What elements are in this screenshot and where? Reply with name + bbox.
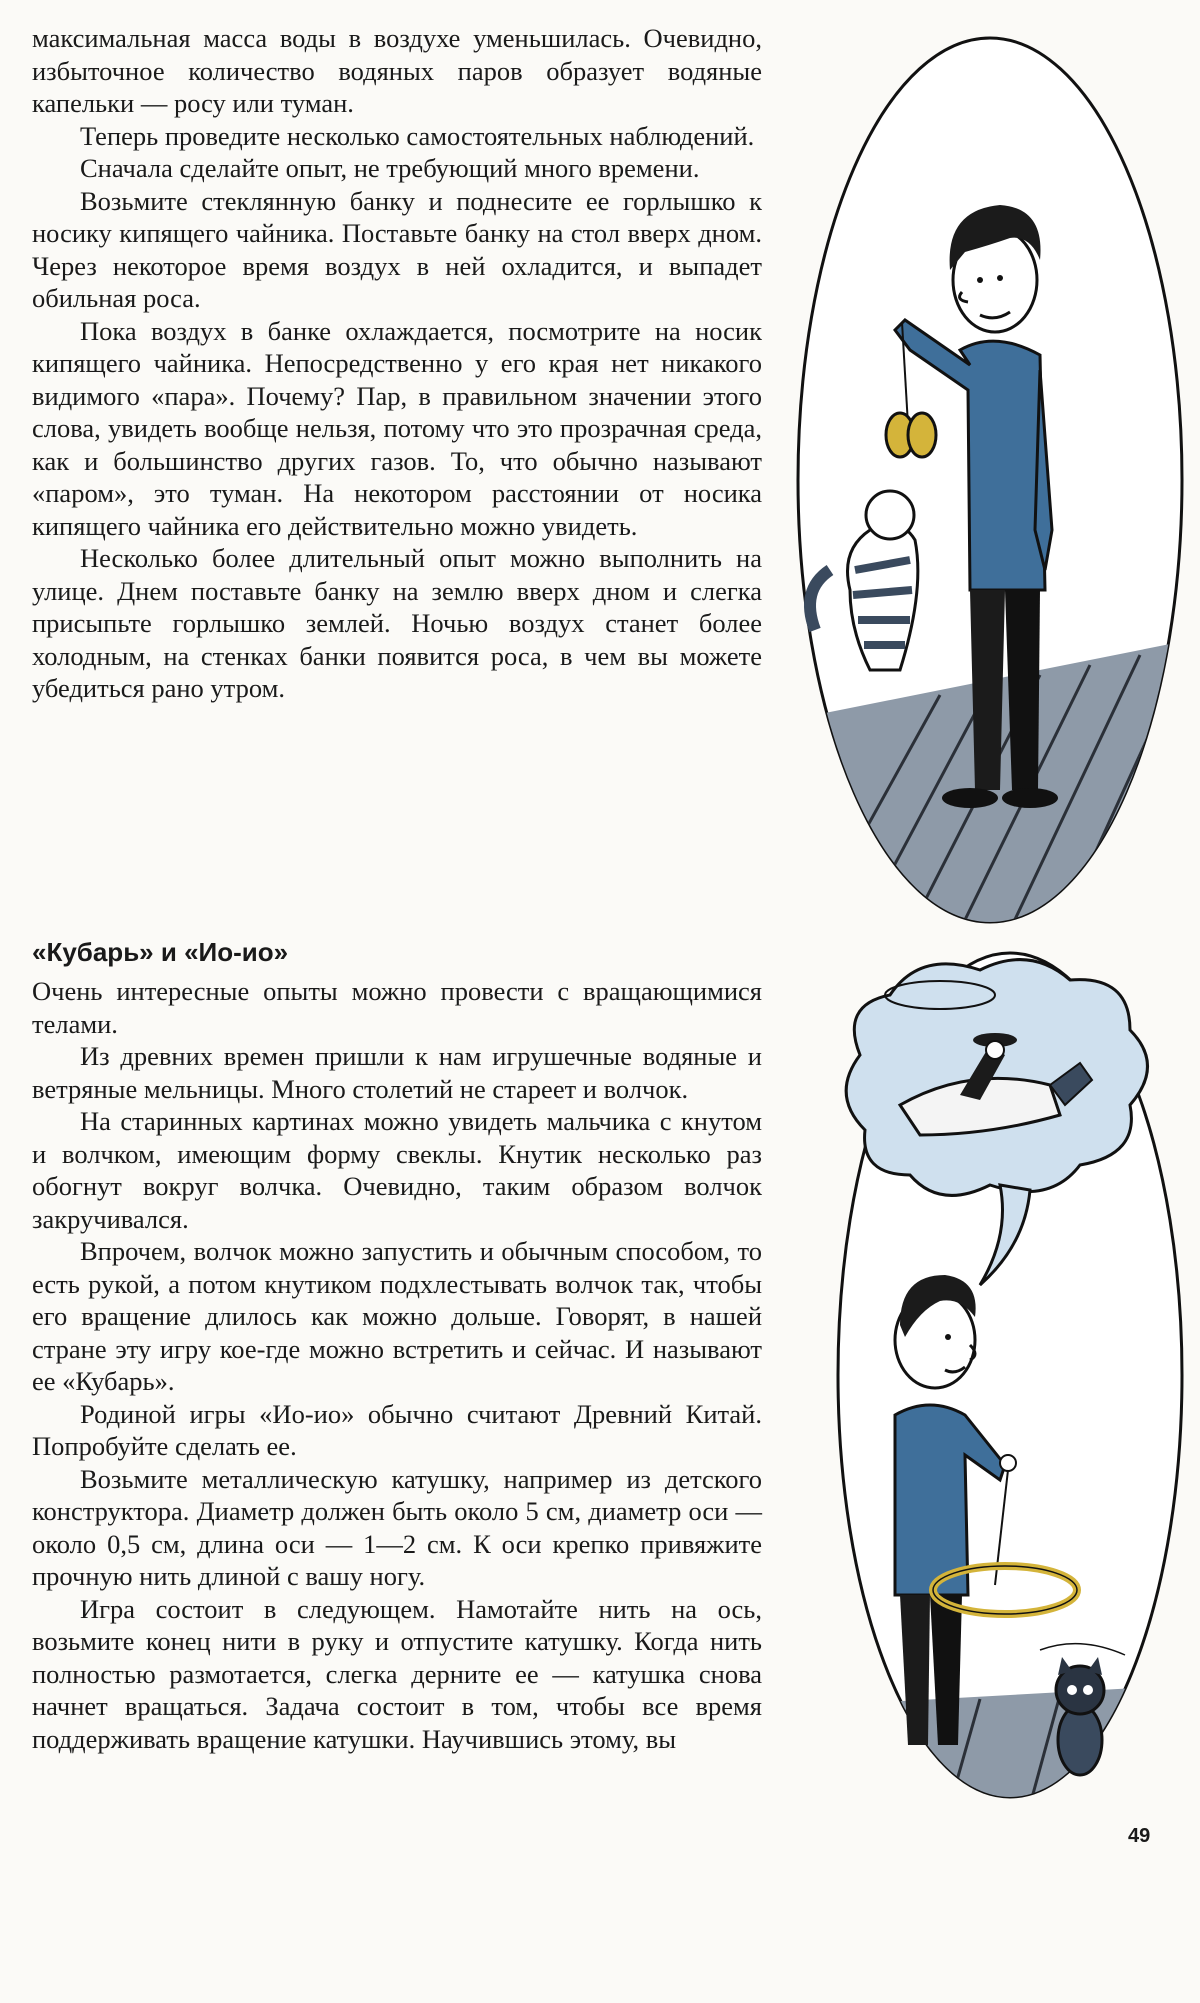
illustration-boy-dream-cat	[830, 945, 1190, 1805]
paragraph: Возьмите металлическую катушку, например из детского конструктора. Диаметр должен быть около 5 см, диаметр оси — около 0,5 см, длина оси — 1—2 см. К оси крепко привяжите прочную нить длиной с вашу ногу.	[32, 1463, 762, 1591]
paragraph: Теперь проведите несколько самостоятельных наблюдений.	[80, 120, 755, 151]
paragraph: Игра состоит в следующем. Намотайте нить на ось, возьмите конец нити в руку и отпустите катушку. Когда нить полностью размотается, слегка дерните ее — катушка снова начнет вращаться. Задача состоит в том, чтобы все время поддерживать вращение катушки. Научившись этому, вы	[32, 1593, 762, 1754]
paragraph: Впрочем, волчок можно запустить и обычным способом, то есть рукой, а потом кнутиком подхлестывать волчок так, чтобы его вращение длилось как можно дольше. Говорят, в нашей стране эту игру кое-где можно встретить и сейчас. И называют ее «Кубарь».	[32, 1236, 762, 1396]
section-heading-container	[32, 936, 762, 968]
paragraph: Несколько более длительный опыт можно выполнить на улице. Днем поставьте банку на землю вверх дном и слегка присыпьте горлышко землей. Ночью воздух станет более холодным, на стенках банки появится роса, в чем вы можете убедиться рано утром.	[32, 543, 762, 703]
paragraph: Пока воздух в банке охлаждается, посмотрите на носик кипящего чайника. Непосредственно у его края нет никакого видимого «пара». Почему? Пар, в правильном значении этого слова, увидеть вообще нельзя, потому что это прозрачная среда, как и большинство других газов. То, что обычно называют «паром», это туман. На некотором расстоянии от носика кипящего чайника его действительно можно увидеть.	[32, 315, 762, 541]
page-number: 49	[1128, 1825, 1151, 1847]
paragraph: Из древних времен пришли к нам игрушечные водяные и ветряные мельницы. Много столетий не стареет и волчок.	[32, 1041, 762, 1104]
paragraph: максимальная масса воды в воздухе уменьшилась. Очевидно, избыточное количество водяных паров образует водяные капельки — росу или туман.	[32, 23, 762, 118]
section-heading: «Кубарь» и «Ио-ио»	[32, 937, 289, 967]
text-part-2	[32, 975, 762, 1755]
paragraph: Очень интересные опыты можно провести с вращающимися телами.	[32, 976, 762, 1039]
yoyo-icon	[886, 413, 936, 457]
paragraph: Сначала сделайте опыт, не требующий много времени.	[80, 153, 700, 183]
paragraph: Возьмите стеклянную банку и поднесите ее горлышко к носику кипящего чайника. Поставьте банку на стол вверх дном. Через некоторое время воздух в ней охладится, и выпадет обильная роса.	[32, 185, 762, 313]
paragraph: На старинных картинах можно увидеть мальчика с кнутом и волчком, имеющим форму свеклы. Кнутик несколько раз обогнут вокруг волчка. Очевидно, таким образом волчок закручивался.	[32, 1106, 762, 1234]
paragraph: Родиной игры «Ио-ио» обычно считают Древний Китай. Попробуйте сделать ее.	[32, 1398, 762, 1461]
text-part-1	[32, 22, 762, 705]
illustration-boy-yoyo-cat	[790, 30, 1190, 930]
